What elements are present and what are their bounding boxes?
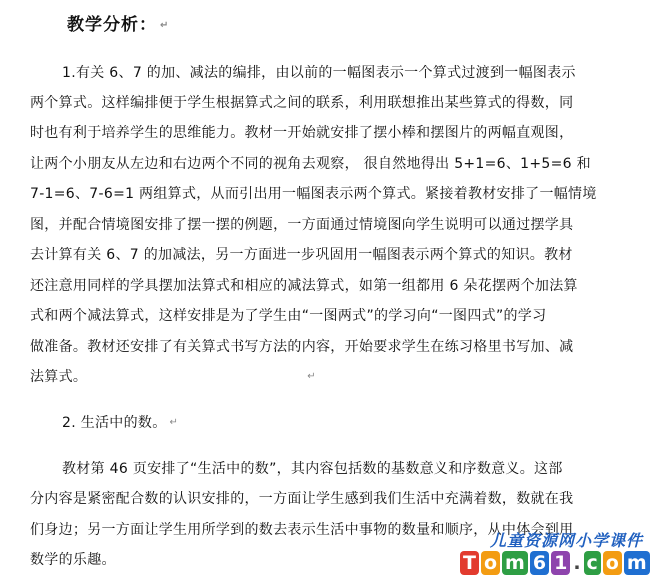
watermark-letter: 1 (551, 551, 570, 575)
text-line: 让两个小朋友从左边和右边两个不同的视角去观察， 很自然地得出 5+1=6、1+5=6 和 (30, 156, 591, 172)
subsection-heading: 2. 生活中的数。 ↵ (62, 415, 179, 431)
watermark-title: 儿童资源网小学课件 (490, 531, 644, 550)
text-line: 图，并配合情境图安排了摆一摆的例题，一方面通过情境图向学生说明可以通过摆学具 (30, 217, 574, 233)
watermark-letter: m (624, 551, 650, 575)
paragraph-mark-icon: ↵ (307, 371, 316, 382)
section-heading-text: 教学分析： (67, 15, 157, 35)
text-line: 两个算式。这样编排便于学生根据算式之间的联系，利用联想推出某些算式的得数，同 (30, 95, 574, 111)
watermark-letter: o (481, 551, 500, 575)
text-line: 去计算有关 6、7 的加减法，另一方面进一步巩固用一幅图表示两个算式的知识。教材 (30, 247, 573, 263)
watermark-letter: c (584, 551, 601, 575)
text-line: 做准备。教材还安排了有关算式书写方法的内容，开始要求学生在练习格里书写加、减 (30, 339, 574, 355)
watermark-letter: . (573, 552, 581, 574)
watermark-domain (460, 550, 650, 576)
paragraph-mark-icon: ↵ (169, 417, 179, 428)
watermark-letter: 6 (530, 551, 549, 575)
text-line: 数学的乐趣。 (30, 552, 116, 568)
text-line: 分内容是紧密配合数的认识安排的，一方面让学生感到我们生活中充满着数，数就在我 (30, 491, 574, 507)
section-heading (67, 10, 169, 35)
site-watermark-logo (440, 528, 654, 578)
paragraph-mark-icon: ↵ (160, 19, 170, 31)
text-line: 教材第 46 页安排了“生活中的数”，其内容包括数的基数意义和序数意义。这部 (62, 461, 563, 477)
text-line: 7-1=6、7-6=1 两组算式，从而引出用一幅图表示两个算式。紧接着教材安排了一幅情境 (30, 186, 597, 202)
text-line: 们身边；另一方面让学生用所学到的数去表示生活中事物的数量和顺序，从中体会到用 (30, 522, 574, 538)
text-line: 还注意用同样的学具摆加法算式和相应的减法算式，如第一组都用 6 朵花摆两个加法算 (30, 278, 578, 294)
text-line: 式和两个减法算式，这样安排是为了学生由“一图两式”的学习向“一图四式”的学习 (30, 308, 547, 324)
text-line: 1.有关 6、7 的加、减法的编排，由以前的一幅图表示一个算式过渡到一幅图表示 (62, 65, 576, 81)
watermark-letter: m (502, 551, 528, 575)
watermark-letter: o (603, 551, 622, 575)
watermark-letter: T (460, 551, 479, 575)
text-line: 法算式。 ↵ (30, 369, 316, 385)
text-line: 时也有利于培养学生的思维能力。教材一开始就安排了摆小棒和摆图片的两幅直观图， (30, 125, 574, 141)
